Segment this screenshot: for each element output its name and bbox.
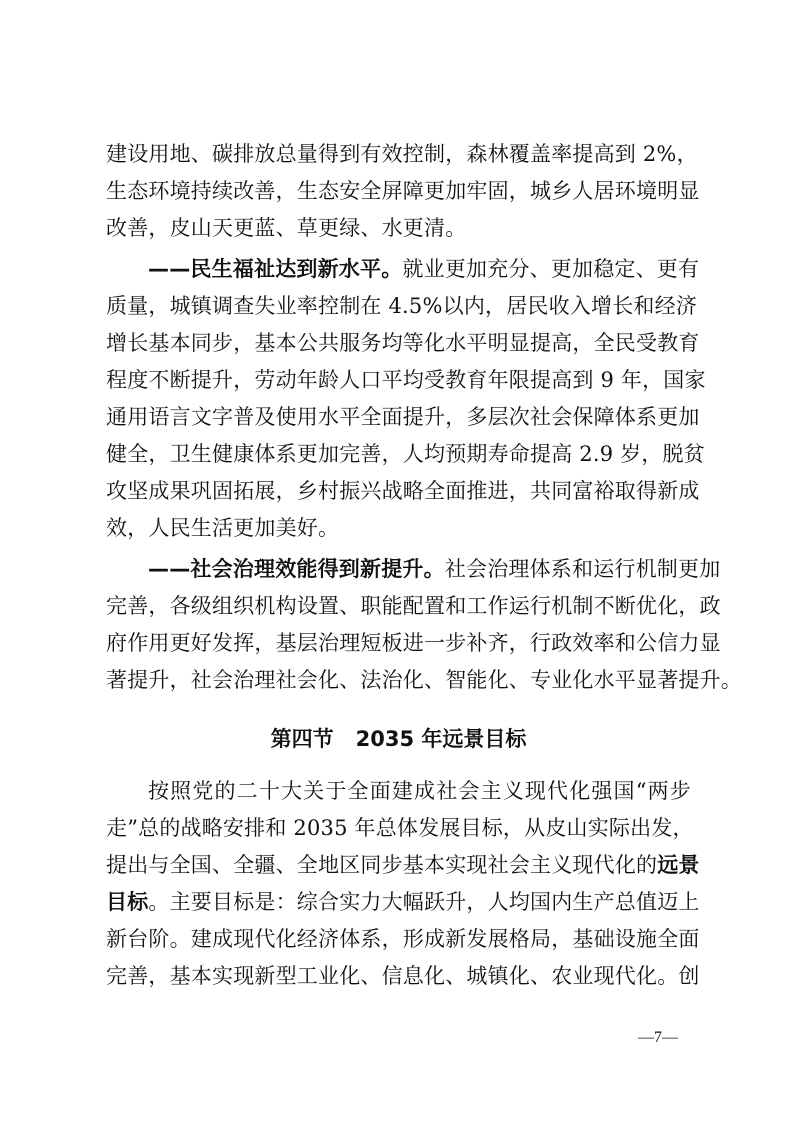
body-text-line: 通用语言文字普及使用水平全面提升，多层次社会保障体系更加 xyxy=(106,405,700,429)
section-title: 2035 年远景目标 xyxy=(355,727,527,751)
body-text-line xyxy=(106,847,700,883)
body-text-line xyxy=(106,884,700,920)
body-text-line: 质量，城镇调查失业率控制在 4.5%以内，居民收入增长和经济 xyxy=(106,294,698,318)
body-text-line: 效，人民生活更加美好。 xyxy=(106,516,340,540)
body-text-segment: 提出与全国、全疆、全地区同步基本实现社会主义现代化的 xyxy=(106,853,658,877)
body-text-line: 改善，皮山天更蓝、草更绿、水更清。 xyxy=(106,216,467,240)
body-text-line: 新台阶。建成现代化经济体系，形成新发展格局，基础设施全面 xyxy=(106,927,700,951)
emphasized-term: 远景 xyxy=(657,853,700,877)
body-text-line: 走”总的战略安排和 2035 年总体发展目标，从皮山实际出发， xyxy=(106,816,694,840)
section-heading xyxy=(106,721,691,757)
body-text-line: 程度不断提升，劳动年龄人口平均受教育年限提高到 9 年，国家 xyxy=(106,368,706,392)
body-text-line: 攻坚成果巩固拓展，乡村振兴战略全面推进，共同富裕取得新成 xyxy=(106,479,700,503)
paragraph-lead-heading: ——民生福祉达到新水平。 xyxy=(148,257,403,281)
page-number: —7— xyxy=(638,1029,678,1046)
body-text-line: 增长基本同步，基本公共服务均等化水平明显提高，全民受教育 xyxy=(106,331,700,355)
body-text-line: 著提升，社会治理社会化、法治化、智能化、专业化水平显著提升。 xyxy=(106,668,742,692)
body-text-segment: 。主要目标是：综合实力大幅跃升，人均国内生产总值迈上 xyxy=(148,890,700,914)
body-text-line xyxy=(148,551,721,587)
paragraph-lead-heading: ——社会治理效能得到新提升。 xyxy=(148,557,445,581)
emphasized-term: 目标 xyxy=(106,890,149,914)
body-text-line: 建设用地、碳排放总量得到有效控制，森林覆盖率提高到 2%， xyxy=(106,142,698,166)
body-text-line xyxy=(148,251,700,287)
body-text-line: 生态环境持续改善，生态安全屏障更加牢固，城乡人居环境明显 xyxy=(106,179,700,203)
body-text-segment: 社会治理体系和运行机制更加 xyxy=(444,557,721,581)
body-text-line: 完善，各级组织机构设置、职能配置和工作运行机制不断优化，政 xyxy=(106,594,721,618)
body-text-line: 按照党的二十大关于全面建成社会主义现代化强国“两步 xyxy=(148,779,691,803)
body-text-line: 府作用更好发挥，基层治理短板进一步补齐，行政效率和公信力显 xyxy=(106,631,721,655)
section-number: 第四节 xyxy=(270,727,334,751)
body-text-line: 健全，卫生健康体系更加完善，人均预期寿命提高 2.9 岁，脱贫 xyxy=(106,442,705,466)
body-text-line: 完善，基本实现新型工业化、信息化、城镇化、农业现代化。创 xyxy=(106,964,700,988)
body-text-segment: 就业更加充分、更加稳定、更有 xyxy=(402,257,700,281)
